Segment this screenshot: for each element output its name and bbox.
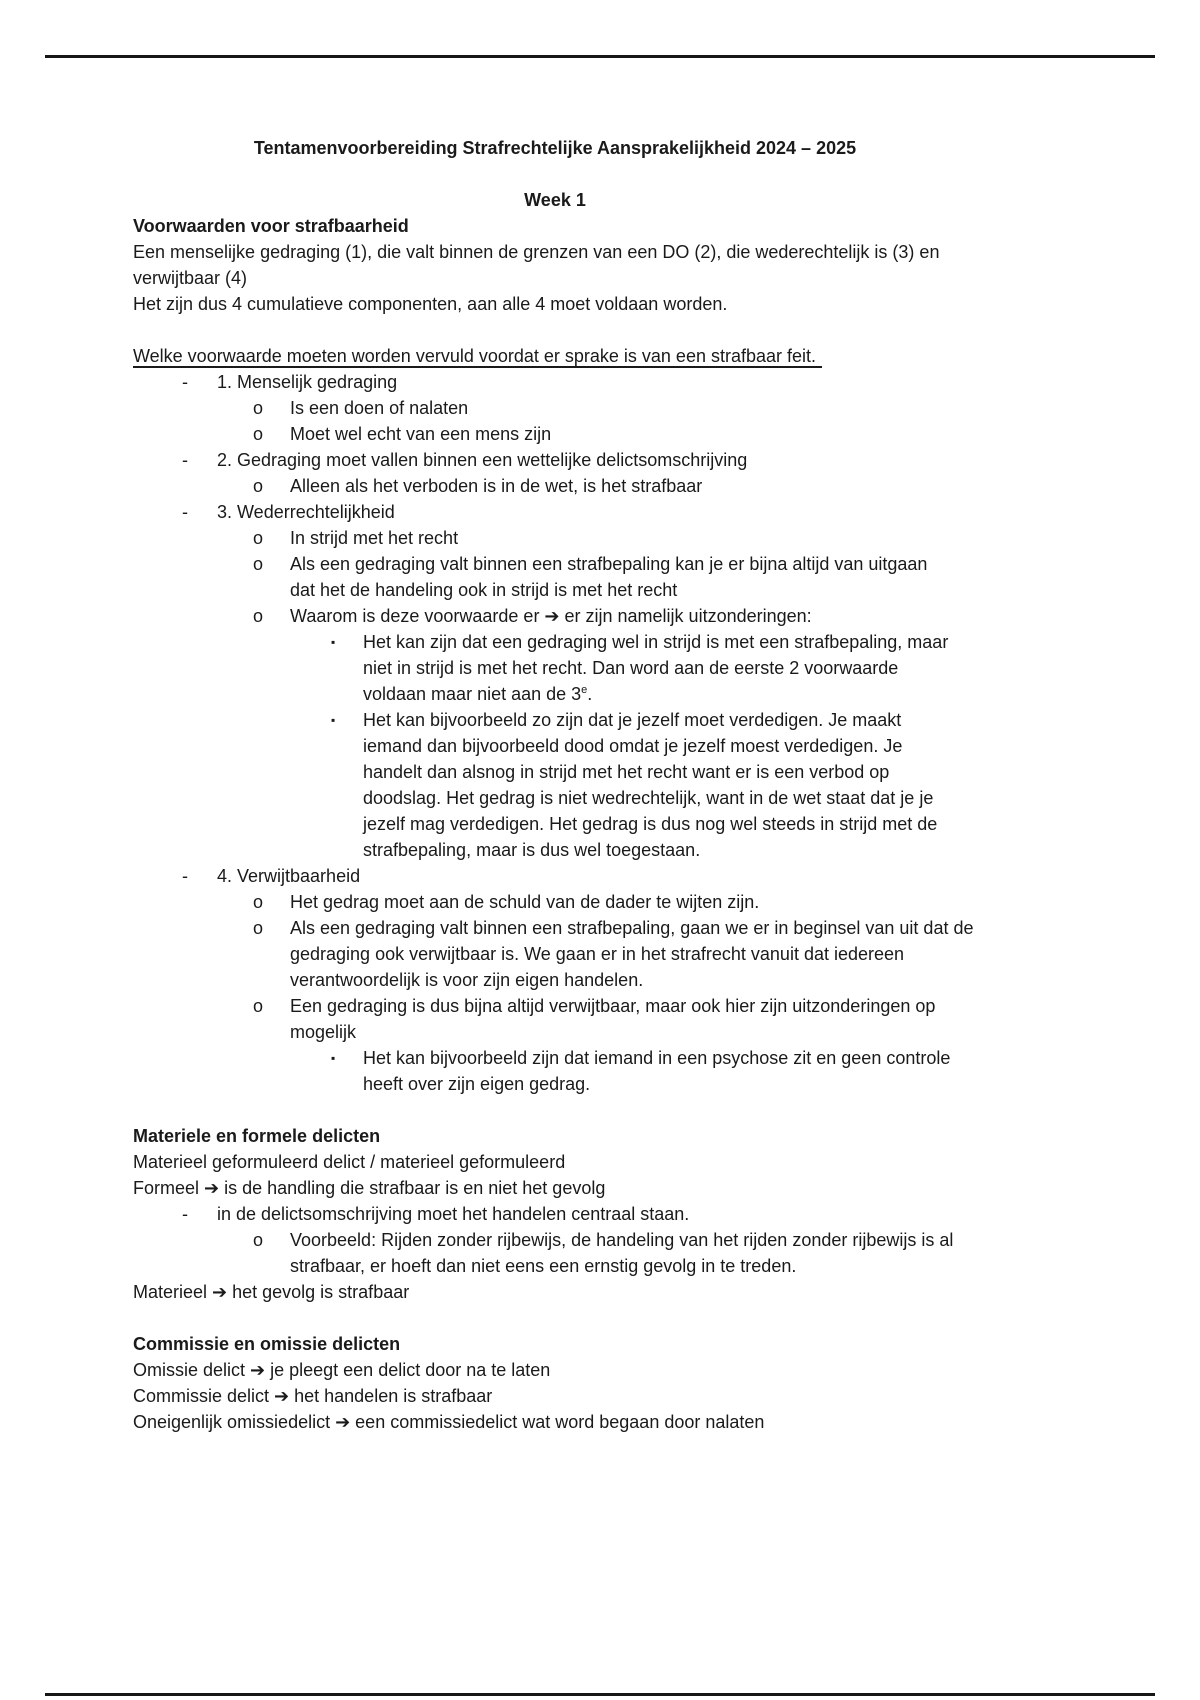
- list-item-text: Als een gedraging valt binnen een strafbepaling, gaan we er in beginsel van uit dat de gedraging ook verwijtbaar is. We gaan er in het strafrecht vanuit dat iedereen verantwoordelijk is voor zijn eigen handelen.: [290, 918, 974, 990]
- list-item: [133, 707, 977, 863]
- bullet-dash: -: [182, 372, 188, 392]
- question-heading: [133, 343, 977, 369]
- paragraph-materiele-3: Materieel ➔ het gevolg is strafbaar: [133, 1282, 410, 1302]
- list-item-text: Is een doen of nalaten: [290, 398, 469, 418]
- list-item-text: Het kan bijvoorbeeld zijn dat iemand in een psychose zit en geen controle heeft over zijn eigen gedrag.: [363, 1048, 951, 1094]
- list-item: [133, 603, 977, 629]
- list-item: [133, 1045, 977, 1097]
- list-item: [133, 551, 977, 603]
- list-item: [133, 1227, 977, 1279]
- question-heading-text: Welke voorwaarde moeten worden vervuld voordat er sprake is van een strafbaar feit.: [133, 346, 822, 368]
- paragraph-commissie-2: Commissie delict ➔ het handelen is strafbaar: [133, 1386, 493, 1406]
- list-item-text: Als een gedraging valt binnen een strafbepaling kan je er bijna altijd van uitgaan dat het de handeling ook in strijd is met het recht: [290, 554, 928, 600]
- bullet-circle: o: [253, 892, 264, 912]
- list-item: [133, 525, 977, 551]
- list-item: [133, 369, 977, 395]
- bullet-dash: -: [182, 866, 188, 886]
- bullet-circle: o: [253, 996, 264, 1016]
- week-heading: Week 1: [524, 190, 586, 210]
- list-item-text-part: Het kan zijn dat een gedraging wel in strijd is met een strafbepaling, maar niet in strijd is met het recht. Dan word aan de eerste 2 voorwaarde voldaan maar niet aan de 3: [363, 632, 949, 704]
- bullet-circle: o: [253, 918, 264, 938]
- list-item-text: In strijd met het recht: [290, 528, 459, 548]
- list-item-text: 1. Menselijk gedraging: [217, 372, 398, 392]
- list-item: [133, 629, 977, 707]
- bullet-dash: -: [182, 450, 188, 470]
- bullet-circle: o: [253, 1230, 264, 1250]
- list-item: [133, 499, 977, 525]
- list-item: [133, 993, 977, 1045]
- section-heading-materiele: Materiele en formele delicten: [133, 1126, 381, 1146]
- paragraph-materiele-2: Formeel ➔ is de handling die strafbaar is en niet het gevolg: [133, 1178, 606, 1198]
- list-item-text: 3. Wederrechtelijkheid: [217, 502, 395, 522]
- list-item-text: Het kan bijvoorbeeld zo zijn dat je jezelf moet verdedigen. Je maakt iemand dan bijvoorbeeld dood omdat je jezelf moest verdedigen. Je handelt dan alsnog in strijd met het recht want er is een verbod op doodslag. Het gedrag is niet wedrechtelijk, want in de wet staat dat je je jezelf mag verdedigen. Het gedrag is dus nog wel steeds in strijd met de strafbepaling, maar is dus wel toegestaan.: [363, 710, 938, 860]
- bullet-circle: o: [253, 528, 264, 548]
- list-item-text: 4. Verwijtbaarheid: [217, 866, 361, 886]
- page-top-rule: [45, 55, 1155, 58]
- list-item: [133, 395, 977, 421]
- bullet-circle: o: [253, 606, 264, 626]
- bullet-square: ▪: [331, 713, 336, 727]
- section-heading-voorwaarden: Voorwaarden voor strafbaarheid: [133, 216, 409, 236]
- bullet-square: ▪: [331, 1051, 336, 1065]
- document-content: [133, 135, 977, 1435]
- paragraph-commissie-3: Oneigenlijk omissiedelict ➔ een commissiedelict wat word begaan door nalaten: [133, 1412, 765, 1432]
- list-item: [133, 889, 977, 915]
- bullet-square: ▪: [331, 635, 336, 649]
- bullet-dash: -: [182, 1204, 188, 1224]
- page-bottom-rule: [45, 1693, 1155, 1696]
- list-item-text: 2. Gedraging moet vallen binnen een wettelijke delictsomschrijving: [217, 450, 748, 470]
- bullet-circle: o: [253, 398, 264, 418]
- paragraph-intro-2: Het zijn dus 4 cumulatieve componenten, aan alle 4 moet voldaan worden.: [133, 294, 728, 314]
- list-item: [133, 421, 977, 447]
- list-item-text: Waarom is deze voorwaarde er ➔ er zijn namelijk uitzonderingen:: [290, 606, 812, 626]
- list-item-text: Voorbeeld: Rijden zonder rijbewijs, de handeling van het rijden zonder rijbewijs is al strafbaar, er hoeft dan niet eens een ernstig gevolg in te treden.: [290, 1230, 954, 1276]
- bullet-dash: -: [182, 502, 188, 522]
- doc-title: Tentamenvoorbereiding Strafrechtelijke Aansprakelijkheid 2024 – 2025: [253, 138, 857, 158]
- paragraph-intro-1: Een menselijke gedraging (1), die valt binnen de grenzen van een DO (2), die wederechtelijk is (3) en verwijtbaar (4): [133, 242, 940, 288]
- bullet-circle: o: [253, 424, 264, 444]
- list-item: [133, 1201, 977, 1227]
- list-item: [133, 447, 977, 473]
- list-item-text: Moet wel echt van een mens zijn: [290, 424, 552, 444]
- list-item: [133, 473, 977, 499]
- list-item-text: [133, 629, 977, 707]
- section-heading-commissie: Commissie en omissie delicten: [133, 1334, 401, 1354]
- bullet-circle: o: [253, 554, 264, 574]
- bullet-circle: o: [253, 476, 264, 496]
- paragraph-commissie-1: Omissie delict ➔ je pleegt een delict door na te laten: [133, 1360, 551, 1380]
- list-item-text: in de delictsomschrijving moet het handelen centraal staan.: [217, 1204, 690, 1224]
- list-item-text: Een gedraging is dus bijna altijd verwijtbaar, maar ook hier zijn uitzonderingen op mogelijk: [290, 996, 936, 1042]
- list-item-text: Het gedrag moet aan de schuld van de dader te wijten zijn.: [290, 892, 760, 912]
- list-item-text: Alleen als het verboden is in de wet, is het strafbaar: [290, 476, 703, 496]
- paragraph-materiele-1: Materieel geformuleerd delict / materieel geformuleerd: [133, 1152, 566, 1172]
- list-item-text-part: .: [587, 684, 593, 704]
- list-item: [133, 915, 977, 993]
- superscript-e: e: [581, 684, 588, 696]
- list-item: [133, 863, 977, 889]
